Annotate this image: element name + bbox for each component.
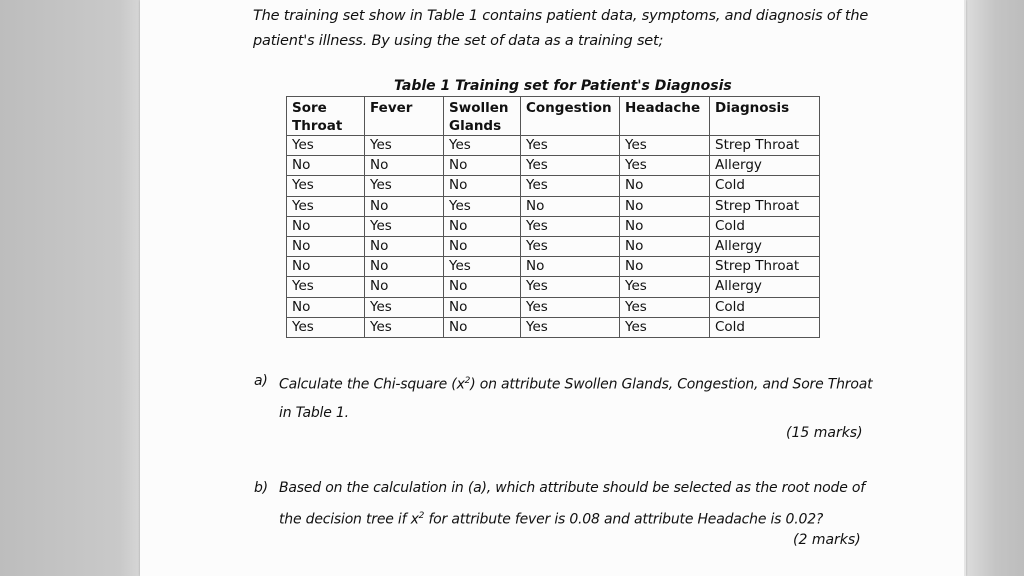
cell: Strep Throat bbox=[710, 196, 820, 216]
cell: Yes bbox=[365, 297, 444, 317]
cell: No bbox=[620, 257, 710, 277]
table-row bbox=[287, 176, 820, 196]
cell: Strep Throat bbox=[710, 136, 820, 156]
cell: Yes bbox=[287, 196, 365, 216]
cell: No bbox=[521, 196, 620, 216]
cell: Cold bbox=[710, 176, 820, 196]
cell: Yes bbox=[620, 277, 710, 297]
header-congestion: Congestion bbox=[521, 97, 620, 136]
cell: Yes bbox=[521, 176, 620, 196]
cell: Yes bbox=[521, 277, 620, 297]
cell: No bbox=[444, 176, 521, 196]
cell: Allergy bbox=[710, 236, 820, 256]
cell: No bbox=[287, 297, 365, 317]
cell: No bbox=[444, 156, 521, 176]
cell: No bbox=[365, 156, 444, 176]
cell: Yes bbox=[444, 196, 521, 216]
cell: No bbox=[521, 257, 620, 277]
question-b-line-1: Based on the calculation in (a), which attribute should be selected as the root node of bbox=[279, 480, 865, 496]
cell: Cold bbox=[710, 216, 820, 236]
cell: No bbox=[365, 236, 444, 256]
cell: No bbox=[620, 176, 710, 196]
cell: Yes bbox=[620, 297, 710, 317]
cell: No bbox=[365, 257, 444, 277]
cell: No bbox=[287, 216, 365, 236]
right-gutter bbox=[966, 0, 1024, 576]
cell: Allergy bbox=[710, 277, 820, 297]
cell: Cold bbox=[710, 297, 820, 317]
cell: Yes bbox=[444, 136, 521, 156]
header-headache: Headache bbox=[620, 97, 710, 136]
cell: Yes bbox=[521, 236, 620, 256]
cell: Yes bbox=[521, 156, 620, 176]
table-row bbox=[287, 216, 820, 236]
cell: No bbox=[444, 277, 521, 297]
cell: Yes bbox=[620, 317, 710, 337]
question-b-text bbox=[279, 474, 879, 534]
document-page bbox=[140, 0, 966, 576]
table-row bbox=[287, 257, 820, 277]
cell: Yes bbox=[287, 136, 365, 156]
intro-line-2: patient's illness. By using the set of data as a training set; bbox=[253, 33, 664, 49]
question-b bbox=[254, 474, 894, 530]
table-row bbox=[287, 236, 820, 256]
table-row bbox=[287, 277, 820, 297]
intro-paragraph bbox=[253, 4, 893, 54]
table-row bbox=[287, 156, 820, 176]
cell: Yes bbox=[620, 156, 710, 176]
cell: Cold bbox=[710, 317, 820, 337]
cell: Yes bbox=[365, 136, 444, 156]
question-a-line-2: in Table 1. bbox=[279, 404, 349, 421]
question-b-line-2: the decision tree if $x^2$ for attribute fever is 0.08 and attribute Headache is 0.02? bbox=[279, 511, 824, 528]
cell: No bbox=[444, 317, 521, 337]
left-gutter bbox=[0, 0, 140, 576]
cell: Yes bbox=[620, 136, 710, 156]
cell: Yes bbox=[287, 176, 365, 196]
cell: Yes bbox=[287, 317, 365, 337]
cell: No bbox=[365, 277, 444, 297]
cell: No bbox=[444, 297, 521, 317]
intro-line-1: The training set show in Table 1 contains patient data, symptoms, and diagnosis of the bbox=[253, 8, 869, 24]
cell: Yes bbox=[365, 216, 444, 236]
table-row bbox=[287, 317, 820, 337]
cell: Yes bbox=[521, 216, 620, 236]
training-set-table bbox=[286, 96, 820, 338]
cell: No bbox=[287, 236, 365, 256]
cell: No bbox=[287, 257, 365, 277]
question-a-text bbox=[279, 367, 879, 427]
cell: No bbox=[620, 196, 710, 216]
table-row bbox=[287, 136, 820, 156]
header-swollen-glands: Swollen Glands bbox=[444, 97, 521, 136]
cell: Yes bbox=[365, 317, 444, 337]
cell: No bbox=[365, 196, 444, 216]
cell: Yes bbox=[365, 176, 444, 196]
table-row bbox=[287, 196, 820, 216]
question-a-marks: (15 marks) bbox=[786, 425, 863, 441]
question-a-label: a) bbox=[254, 373, 268, 389]
cell: Strep Throat bbox=[710, 257, 820, 277]
cell: Yes bbox=[444, 257, 521, 277]
cell: No bbox=[620, 216, 710, 236]
cell: No bbox=[444, 236, 521, 256]
table-caption: Table 1 Training set for Patient's Diagnosis bbox=[394, 78, 732, 94]
question-a bbox=[254, 367, 894, 423]
header-sore-throat: Sore Throat bbox=[287, 97, 365, 136]
question-b-label: b) bbox=[254, 480, 268, 496]
header-fever: Fever bbox=[365, 97, 444, 136]
cell: Allergy bbox=[710, 156, 820, 176]
page-edge bbox=[964, 0, 966, 576]
cell: No bbox=[620, 236, 710, 256]
header-diagnosis: Diagnosis bbox=[710, 97, 820, 136]
question-b-marks: (2 marks) bbox=[793, 532, 861, 548]
cell: No bbox=[444, 216, 521, 236]
cell: Yes bbox=[287, 277, 365, 297]
cell: No bbox=[287, 156, 365, 176]
table-header-row bbox=[287, 97, 820, 136]
cell: Yes bbox=[521, 136, 620, 156]
question-a-line-1: Calculate the Chi-square $(x^2)$ on attribute Swollen Glands, Congestion, and Sore Throat bbox=[279, 376, 873, 393]
table-row bbox=[287, 297, 820, 317]
cell: Yes bbox=[521, 317, 620, 337]
cell: Yes bbox=[521, 297, 620, 317]
